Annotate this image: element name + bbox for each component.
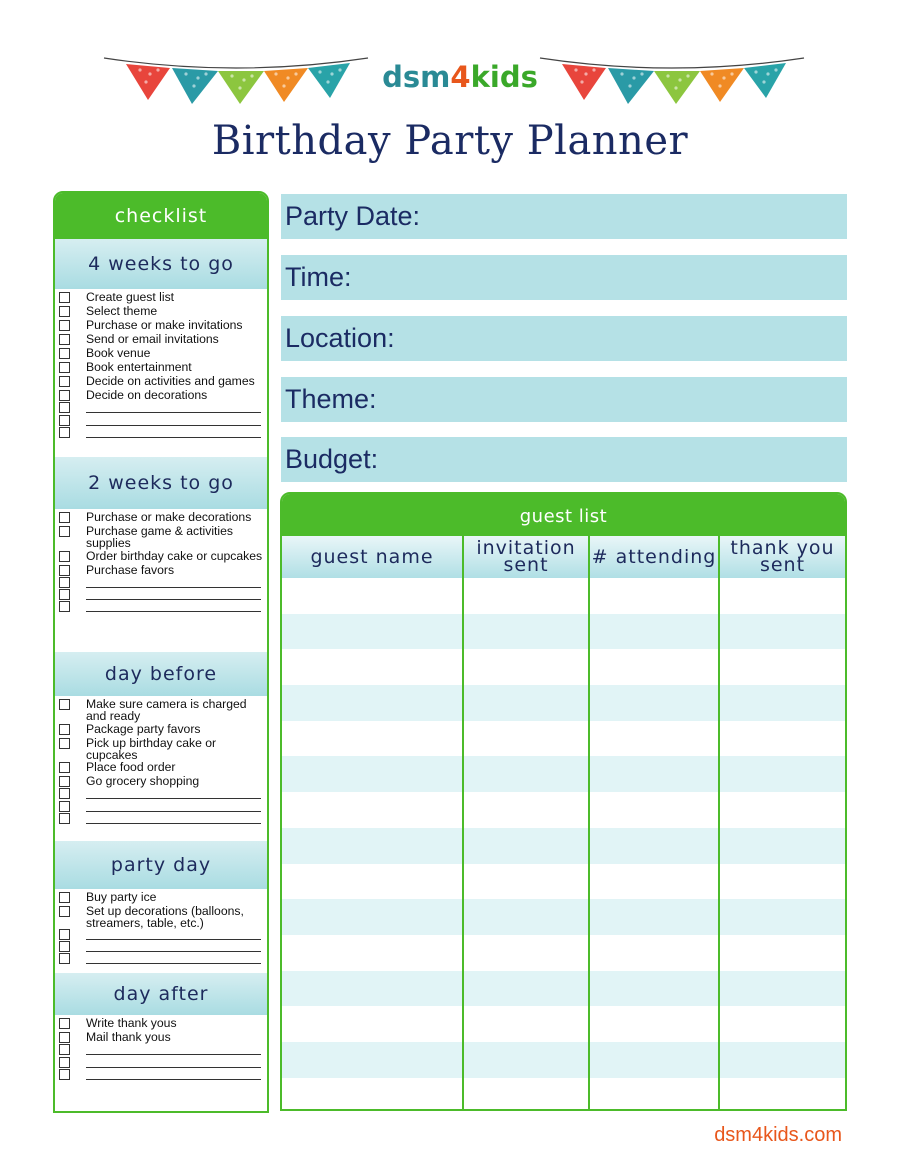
guest-name-cell[interactable] <box>282 685 464 721</box>
thank-you-sent-cell[interactable] <box>720 792 845 828</box>
checkbox[interactable] <box>59 941 70 952</box>
checkbox[interactable] <box>59 376 70 387</box>
checklist-item[interactable] <box>59 525 267 550</box>
checklist-item-label: Order birthday cake or cupcakes <box>86 548 263 563</box>
blank-item[interactable] <box>59 428 267 440</box>
theme-label: Theme: <box>285 384 377 414</box>
checklist-item-label: Book entertainment <box>86 360 192 374</box>
section-heading-party-day: party day <box>55 841 267 889</box>
checkbox[interactable] <box>59 402 70 413</box>
section-items-day-before <box>55 696 267 841</box>
invitation-sent-cell[interactable] <box>464 1042 590 1078</box>
table-row <box>282 1006 845 1042</box>
location-field[interactable] <box>281 316 847 361</box>
logo-part-2: 4 <box>450 60 471 94</box>
budget-label: Budget: <box>285 444 379 474</box>
thank-you-sent-cell[interactable] <box>720 649 845 685</box>
guest-name-cell[interactable] <box>282 721 464 757</box>
invitation-sent-cell[interactable] <box>464 828 590 864</box>
checkbox[interactable] <box>59 362 70 373</box>
attending-cell[interactable] <box>590 899 720 935</box>
guest-name-cell[interactable] <box>282 828 464 864</box>
table-row <box>282 649 845 685</box>
table-row <box>282 828 845 864</box>
checkbox[interactable] <box>59 1057 70 1068</box>
guest-name-cell[interactable] <box>282 792 464 828</box>
blank-line[interactable] <box>86 587 261 588</box>
checklist-item-label: Book venue <box>86 346 151 360</box>
checklist-item-label: Purchase or make invitations <box>86 318 243 332</box>
checkbox[interactable] <box>59 334 70 345</box>
checklist-item[interactable] <box>59 737 267 762</box>
checklist-item[interactable] <box>59 698 267 723</box>
theme-field[interactable] <box>281 377 847 422</box>
thank-you-sent-cell[interactable] <box>720 614 845 650</box>
table-row <box>282 685 845 721</box>
thank-you-sent-cell[interactable] <box>720 1042 845 1078</box>
checkbox[interactable] <box>59 306 70 317</box>
checklist-item[interactable] <box>59 550 267 564</box>
guest-name-cell[interactable] <box>282 614 464 650</box>
blank-item[interactable] <box>59 1045 267 1057</box>
checkbox[interactable] <box>59 738 70 749</box>
invitation-sent-cell[interactable] <box>464 971 590 1007</box>
blank-line[interactable] <box>86 939 261 940</box>
checkbox[interactable] <box>59 929 70 940</box>
guest-name-cell[interactable] <box>282 756 464 792</box>
blank-line[interactable] <box>86 1079 261 1080</box>
blank-item[interactable] <box>59 789 267 801</box>
checklist-item[interactable] <box>59 291 267 305</box>
blank-item[interactable] <box>59 602 267 614</box>
table-row <box>282 935 845 971</box>
checkbox[interactable] <box>59 1044 70 1055</box>
column-header-guest-name: guest name <box>282 536 464 578</box>
blank-item[interactable] <box>59 814 267 826</box>
checklist-item[interactable] <box>59 891 267 905</box>
checklist-item[interactable] <box>59 723 267 737</box>
invitation-sent-cell[interactable] <box>464 1078 590 1111</box>
checkbox[interactable] <box>59 906 70 917</box>
blank-item[interactable] <box>59 930 267 942</box>
checklist-item-label: Decide on decorations <box>86 388 208 402</box>
checkbox[interactable] <box>59 427 70 438</box>
blank-line[interactable] <box>86 425 261 426</box>
party-date-field[interactable] <box>281 194 847 239</box>
checklist-panel <box>53 191 269 1113</box>
column-header-thank-you-sent: thank you sent <box>730 537 835 576</box>
checkbox[interactable] <box>59 565 70 576</box>
section-items-day-after <box>55 1015 267 1082</box>
checkbox[interactable] <box>59 813 70 824</box>
logo-part-3: kids <box>470 60 538 94</box>
attending-cell[interactable] <box>590 828 720 864</box>
blank-item[interactable] <box>59 1057 267 1069</box>
table-row <box>282 1042 845 1078</box>
guest-name-cell[interactable] <box>282 864 464 900</box>
checklist-item-label: Buy party ice <box>86 890 157 904</box>
checkbox[interactable] <box>59 801 70 812</box>
column-header-attending: # attending <box>590 536 720 578</box>
checklist-item-label: Place food order <box>86 760 176 775</box>
checklist-item[interactable] <box>59 305 267 319</box>
attending-cell[interactable] <box>590 935 720 971</box>
checkbox[interactable] <box>59 776 70 787</box>
blank-line[interactable] <box>86 611 261 612</box>
checklist-item-label: Go grocery shopping <box>86 774 200 789</box>
section-items-4-weeks <box>55 289 267 457</box>
bunting-left <box>100 52 372 112</box>
table-row <box>282 899 845 935</box>
guest-name-cell[interactable] <box>282 1078 464 1111</box>
column-header-invitation-sent: invitation sent <box>464 536 590 578</box>
checklist-item[interactable] <box>59 389 267 403</box>
attending-cell[interactable] <box>590 792 720 828</box>
checklist-item-label: Pick up birthday cake or cupcakes <box>86 735 217 762</box>
checklist-item[interactable] <box>59 361 267 375</box>
table-row <box>282 792 845 828</box>
table-row <box>282 614 845 650</box>
thank-you-sent-cell[interactable] <box>720 756 845 792</box>
checklist-item-label: Make sure camera is charged and ready <box>86 697 247 724</box>
section-items-2-weeks <box>55 509 267 652</box>
invitation-sent-cell[interactable] <box>464 864 590 900</box>
checkbox[interactable] <box>59 953 70 964</box>
guest-name-cell[interactable] <box>282 649 464 685</box>
invitation-sent-cell[interactable] <box>464 899 590 935</box>
checklist-item[interactable] <box>59 564 267 578</box>
blank-line[interactable] <box>86 599 261 600</box>
thank-you-sent-cell[interactable] <box>720 1006 845 1042</box>
thank-you-sent-cell[interactable] <box>720 935 845 971</box>
blank-line[interactable] <box>86 811 261 812</box>
attending-cell[interactable] <box>590 721 720 757</box>
checklist-item-label: Write thank yous <box>86 1016 177 1030</box>
checklist-item-label: Package party favors <box>86 721 201 736</box>
section-heading-4-weeks: 4 weeks to go <box>55 239 267 289</box>
checkbox[interactable] <box>59 589 70 600</box>
checkbox[interactable] <box>59 415 70 426</box>
checklist-item-label: Select theme <box>86 304 158 318</box>
time-field[interactable] <box>281 255 847 300</box>
party-date-label: Party Date: <box>285 201 421 231</box>
checkbox[interactable] <box>59 320 70 331</box>
thank-you-sent-cell[interactable] <box>720 828 845 864</box>
logo-part-1: dsm <box>382 60 451 94</box>
checklist-item-label: Mail thank yous <box>86 1030 171 1044</box>
table-row <box>282 971 845 1007</box>
checklist-item[interactable] <box>59 905 267 930</box>
checklist-title: checklist <box>55 193 267 239</box>
checklist-item[interactable] <box>59 775 267 789</box>
blank-line[interactable] <box>86 823 261 824</box>
blank-item[interactable] <box>59 403 267 415</box>
checkbox[interactable] <box>59 788 70 799</box>
section-heading-day-after: day after <box>55 973 267 1015</box>
guest-list-header-row <box>282 536 845 578</box>
invitation-sent-cell[interactable] <box>464 756 590 792</box>
table-row <box>282 721 845 757</box>
checkbox[interactable] <box>59 292 70 303</box>
checklist-item-label: Decide on activities and games <box>86 374 255 388</box>
invitation-sent-cell[interactable] <box>464 935 590 971</box>
attending-cell[interactable] <box>590 685 720 721</box>
checkbox[interactable] <box>59 699 70 710</box>
attending-cell[interactable] <box>590 1006 720 1042</box>
checkbox[interactable] <box>59 1018 70 1029</box>
blank-item[interactable] <box>59 415 267 427</box>
checkbox[interactable] <box>59 724 70 735</box>
page-title: Birthday Party Planner <box>211 118 689 164</box>
guest-list-body <box>282 578 845 1111</box>
checklist-item-label: Purchase game & activities supplies <box>86 524 233 551</box>
invitation-sent-cell[interactable] <box>464 578 590 614</box>
blank-line[interactable] <box>86 798 261 799</box>
table-row <box>282 1078 845 1111</box>
checklist-item[interactable] <box>59 761 267 775</box>
thank-you-sent-cell[interactable] <box>720 899 845 935</box>
blank-item[interactable] <box>59 954 267 966</box>
attending-cell[interactable] <box>590 614 720 650</box>
checklist-item[interactable] <box>59 375 267 389</box>
time-label: Time: <box>285 262 352 292</box>
attending-cell[interactable] <box>590 756 720 792</box>
guest-name-cell[interactable] <box>282 578 464 614</box>
attending-cell[interactable] <box>590 649 720 685</box>
table-row <box>282 864 845 900</box>
checkbox[interactable] <box>59 1069 70 1080</box>
bunting-right <box>536 52 808 112</box>
blank-item[interactable] <box>59 578 267 590</box>
blank-line[interactable] <box>86 412 261 413</box>
invitation-sent-cell[interactable] <box>464 792 590 828</box>
guest-name-cell[interactable] <box>282 1006 464 1042</box>
guest-list-title: guest list <box>282 494 845 536</box>
guest-name-cell[interactable] <box>282 935 464 971</box>
thank-you-sent-cell[interactable] <box>720 1078 845 1111</box>
attending-cell[interactable] <box>590 1078 720 1111</box>
thank-you-sent-cell[interactable] <box>720 578 845 614</box>
checkbox[interactable] <box>59 512 70 523</box>
checklist-item[interactable] <box>59 333 267 347</box>
guest-list-table <box>280 492 847 1111</box>
invitation-sent-cell[interactable] <box>464 1006 590 1042</box>
blank-line[interactable] <box>86 437 261 438</box>
blank-item[interactable] <box>59 801 267 813</box>
thank-you-sent-cell[interactable] <box>720 864 845 900</box>
attending-cell[interactable] <box>590 1042 720 1078</box>
invitation-sent-cell[interactable] <box>464 614 590 650</box>
blank-line[interactable] <box>86 963 261 964</box>
checklist-item-label: Create guest list <box>86 290 175 304</box>
thank-you-sent-cell[interactable] <box>720 971 845 1007</box>
invitation-sent-cell[interactable] <box>464 685 590 721</box>
location-label: Location: <box>285 323 395 353</box>
checklist-item[interactable] <box>59 319 267 333</box>
checkbox[interactable] <box>59 526 70 537</box>
checkbox[interactable] <box>59 348 70 359</box>
guest-name-cell[interactable] <box>282 899 464 935</box>
checkbox[interactable] <box>59 762 70 773</box>
checklist-item-label: Purchase or make decorations <box>86 510 252 524</box>
guest-name-cell[interactable] <box>282 971 464 1007</box>
checklist-item-label: Purchase favors <box>86 562 175 577</box>
checklist-item-label: Send or email invitations <box>86 332 219 346</box>
blank-line[interactable] <box>86 951 261 952</box>
table-row <box>282 578 845 614</box>
attending-cell[interactable] <box>590 578 720 614</box>
checklist-item[interactable] <box>59 511 267 525</box>
footer-url: dsm4kids.com <box>714 1124 842 1146</box>
blank-item[interactable] <box>59 942 267 954</box>
blank-line[interactable] <box>86 1054 261 1055</box>
guest-name-cell[interactable] <box>282 1042 464 1078</box>
section-heading-2-weeks: 2 weeks to go <box>55 457 267 509</box>
invitation-sent-cell[interactable] <box>464 721 590 757</box>
section-heading-day-before: day before <box>55 652 267 696</box>
checkbox[interactable] <box>59 601 70 612</box>
thank-you-sent-cell[interactable] <box>720 721 845 757</box>
checklist-item[interactable] <box>59 347 267 361</box>
checklist-item[interactable] <box>59 1017 267 1031</box>
attending-cell[interactable] <box>590 971 720 1007</box>
table-row <box>282 756 845 792</box>
brand-logo <box>380 60 540 94</box>
budget-field[interactable] <box>281 437 847 482</box>
checklist-item[interactable] <box>59 1031 267 1045</box>
checkbox[interactable] <box>59 390 70 401</box>
checkbox[interactable] <box>59 551 70 562</box>
checkbox[interactable] <box>59 577 70 588</box>
blank-item[interactable] <box>59 590 267 602</box>
section-items-party-day <box>55 889 267 973</box>
blank-item[interactable] <box>59 1070 267 1082</box>
attending-cell[interactable] <box>590 864 720 900</box>
blank-line[interactable] <box>86 1067 261 1068</box>
invitation-sent-cell[interactable] <box>464 649 590 685</box>
checklist-item-label: Set up decorations (balloons, streamers, table, etc.) <box>86 904 244 931</box>
checkbox[interactable] <box>59 1032 70 1043</box>
thank-you-sent-cell[interactable] <box>720 685 845 721</box>
checkbox[interactable] <box>59 892 70 903</box>
